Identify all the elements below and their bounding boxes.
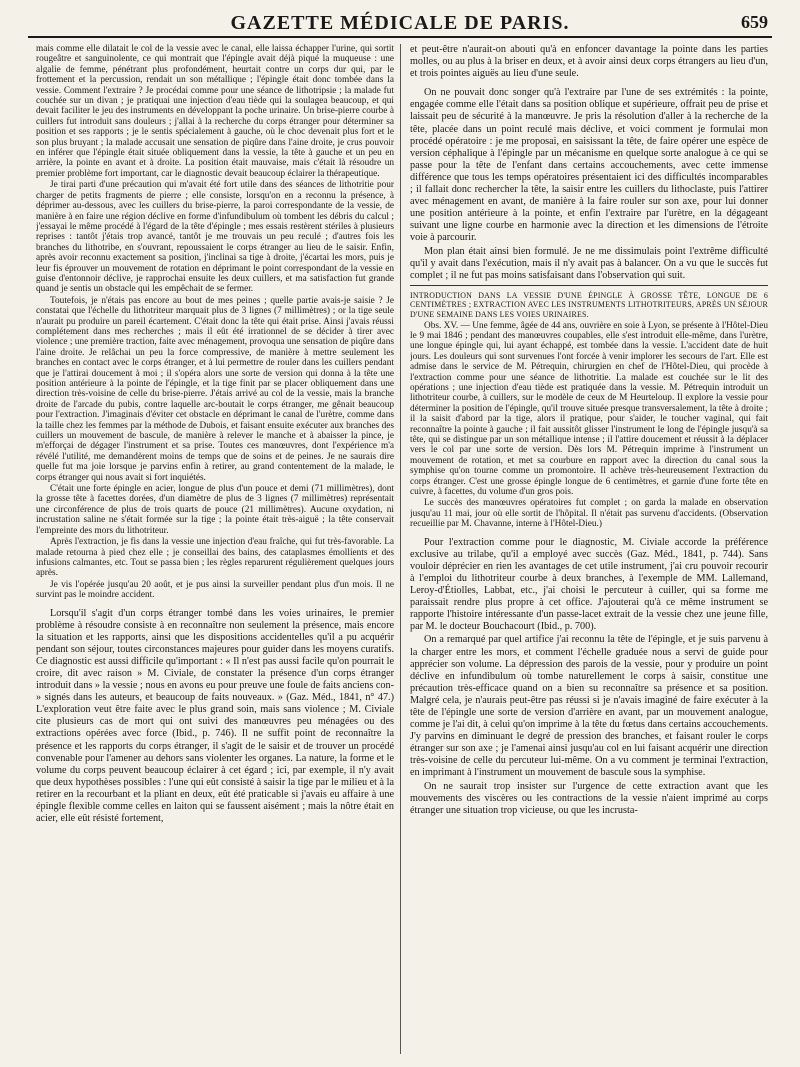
paragraph: Je vis l'opérée jusqu'au 20 août, et je pus ainsi la surveiller pendant plus d'un mois. Il ne survint pas le moindre accident.: [36, 579, 394, 601]
paragraph: C'était une forte épingle en acier, longue de plus d'un pouce et demi (71 millimètres), dont la grosse tête à facettes dorées, d'un diamètre de plus de 3 lignes (7 millimètres) représentait une circonférence de plus de trois quarts de pouce (21 millimètres). Aucune oxydation, ni incrustation saline ne s'était formée sur la tige ; la pointe était très-aiguë ; la tête conservait l'empreinte des mors du lithotriteur.: [36, 484, 394, 536]
running-title: GAZETTE MÉDICALE DE PARIS.: [230, 12, 570, 34]
page-number: 659: [741, 12, 768, 32]
paragraph: On a remarqué par quel artifice j'ai reconnu la tête de l'épingle, et je suis parvenu à la charger entre les mors, et comment l'échelle graduée nous a servi de guide pour apprécier son volume. La dépression des parois de la vessie, pour y produire un point déclive en infundibulum où tombe naturellement le corps à saisir, constitue une précaution très-efficace quand on a bien su reconnaître sa présence et sa position. Malgré cela, je n'aurais peut-être pas réussi si je n'avais imaginé de faire exécuter à la tête de l'épingle une sorte de version d'arrière en avant, par un mouvement analogue, comme je l'ai dit, à celui qu'on imprime à la tête du fœtus dans certains accouchements. J'y parvins en diminuant le degré de pression des branches, et faisant rouler le corps étranger sur son axe ; je l'amenai ainsi jusqu'au col en lui faisant acquérir une direction très-voisine de celle du percuteur lui-même. On a vu comment je terminai l'extraction, en imprimant à l'instrument un mouvement de bascule sous la symphise.: [410, 634, 768, 779]
paragraph: Obs. XV. — Une femme, âgée de 44 ans, ouvrière en soie à Lyon, se présente à l'Hôtel-Dieu le 9 mai 1846 ; pendant des manœuvres coupables, elle s'est introduit elle-même, dans l'urètre, une longue épingle qui, lui ayant échappé, est tombée dans la vessie. L'accident date de huit jours. Les douleurs qui sont survenues l'ont forcée à venir implorer les secours de l'art. Elle est admise dans le service de M. Pétrequin, chirurgien en chef de l'Hôtel-Dieu, qui procède à l'extraction comme pour une séance de lithotritie. La malade est couchée sur le lit des opérations ; une injection d'eau tiède est pratiquée dans la vessie. M. Pétrequin introduit un lithotriteur courbe, à cuillers, sur le modèle de ceux de M Heurteloup. Il explore la vessie pour déterminer la position de l'épingle, qu'il trouve située presque transversalement, la tête à droite ; il la saisit d'abord par la tige, alors il pratique, pour s'aider, le toucher vaginal, qui fait reconnaître la pointe à gauche ; il fait aussitôt glisser l'instrument le long de l'épingle jusqu'à sa tête, qui se distingue par un son métallique intense ; il l'attire doucement et réussit à la déplacer vers le col par une sorte de version. Dès lors M. Pétrequin imprime à l'instrument un mouvement de rotation, et met sa courbure en rapport avec la direction du canal sous la symphise qu'on tourne comme un promontoire. Il achève très-heureusement l'extraction du corps étranger. C'est une grosse épingle longue de 6 centimètres, et garnie d'une forte tête en cuivre, à facettes, du volume d'un gros pois.: [410, 320, 768, 498]
paragraph: Lorsqu'il s'agit d'un corps étranger tombé dans les voies urinaires, le premier problème à résoudre consiste à en reconnaître non seulement la présence, mais encore la situation et les rapports, ainsi que les dispositions accidentelles qu'il a pu acquérir pendant son séjour, toutes circonstances majeures pour guider dans les moyens curatifs. Ce diagnostic est aussi difficile qu'important : « Il n'est pas aussi facile qu'on pourrait le croire, dit avec raison » M. Civiale, de constater la présence d'un corps étranger introduit dans » la vessie ; nous en avons eu pour preuve une foule de faits anciens con- » signés dans les auteurs, et beaucoup de faits nouveaux. » (Gaz. Méd., 1841, n° 47.) L'exploration veut être faite avec le plus grand soin, mais sans violence ; M. Civiale cite plusieurs cas de mort qui ont suivi des manœuvres peu ménagées ou des extractions opérées avec force (Ibid., p. 746). Il ne suffit point de reconnaître la présence et les rapports du corps étranger, il s'agit de le saisir et de trouver un procédé convenable pour l'amener au dehors sans violenter les organes. La nature, la forme et le volume du corps peuvent beaucoup éclairer à cet égard ; ici, par exemple, il n'y avait que deux hypothèses possibles : l'une qui eût consisté à saisir la tige par le milieu et à la retirer en la recourbant et la pliant en deux, eût été praticable si j'avais eu affaire à une épingle flexible comme celles en laiton qui se faussent aisément ; mais la nôtre était en acier, elle eût résisté fortement,: [36, 607, 394, 825]
section-rule: [410, 285, 768, 286]
paragraph: On ne pouvait donc songer qu'à l'extraire par l'une de ses extrémités : la pointe, engagée comme elle l'était dans sa position oblique et supérieure, offrait peu de prise et laissait peu de sécurité à la manœuvre. Je pris la résolution d'aller à la recherche de la tête, placée dans un point reculé mais déclive, et voici comment je formulai mon procédé opératoire : je me proposai, en saisissant la tête, de faire opérer une espèce de version céphalique à l'épingle par un mécanisme en quelque sorte analogue à ce qui se passe pour la tête de l'enfant dans certains accouchements, avec cette immense différence que tous les temps opératoires présentaient ici des difficultés incomparables ; il fallait donc rechercher la tête, la saisir entre les cuillers du lithoclaste, puis l'attirer avec ménagement en avant, de manière à la faire rouler sur son axe, pour lui donner une position antérieure à la pointe, et enfin l'extraire par l'urètre, en la dégageant suivant une ligne courbe en harmonie avec la direction et les dimensions de l'étroite voie à parcourir.: [410, 87, 768, 244]
paragraph: Le succès des manœuvres opératoires fut complet ; on garda la malade en observation jusqu'au 11 mai, jour où elle sortit de l'hôpital. Il n'était pas survenu d'accidents. (Observation recueillie par M. Chavanne, interne à l'Hôtel-Dieu.): [410, 498, 768, 530]
paragraph: Pour l'extraction comme pour le diagnostic, M. Civiale accorde la préférence exclusive au trilabe, qu'il a employé avec succès (Gaz. Méd., 1841, p. 744). Sans vouloir déprécier en rien les avantages de cet utile instrument, j'ai cru pouvoir recourir à l'emploi du lithotriteur courbe à deux branches, à l'exemple de MM. Lallemand, Leroy-d'Étiolles, Labbat, etc., j'ai choisi le percuteur à cuiller, qui sa forme me paraissait rendre plus propre à cet office. J'ajouterai qu'à ce même instrument se rapporte l'histoire intéressante d'un passe-lacet extrait de la vessie chez une jeune fille, par M. le docteur Bouchacourt (Ibid., p. 700).: [410, 536, 768, 633]
paragraph: et peut-être n'aurait-on abouti qu'à en enfoncer davantage la pointe dans les parties molles, ou au plus à la briser en deux, et à avoir ainsi deux corps étrangers au lieu d'un, et trois pointes aiguës au lieu d'une seule.: [410, 44, 768, 80]
paragraph: mais comme elle dilatait le col de la vessie avec le canal, elle laissa échapper l'urine, qui sortit rougeâtre et sanguinolente, ce qui montrait que l'épingle avait déjà piqué la muqueuse : une algalie de femme, pénétrant plus profondément, heurtait contre un corps dur qui, par le frottement et la percussion, rendait un son métallique ; l'épingle était donc tombée dans la vessie. Comment l'extraire ? Je procédai comme pour une séance de lithotripsie ; la malade fut couchée sur un divan ; je pratiquai une injection d'eau tiède qui la soulagea beaucoup, et qui devait faciliter le jeu des instruments en développant la poche urinaire. Un brise-pierre courbe à cuillers fut introduit sans douleurs ; j'allai à la recherche du corps étranger pour déterminer sa position et ses rapports ; je le sentis spécialement à gauche, où le choc devenait plus fort et le son plus bruyant ; la malade accusait une sensation de piqûre dans l'aine droite, je crus pouvoir en inférer que l'épingle était située obliquement dans la vessie, la tête à gauche et un peu en arrière, la pointe en avant et à droite. La position était mauvaise, mais c'était là résoudre un premier problème fort important, car le diagnostic devait beaucoup éclairer la thérapeutique.: [36, 44, 394, 179]
column-divider: [400, 44, 401, 1054]
right-column: [410, 44, 768, 1059]
paragraph: Mon plan était ainsi bien formulé. Je ne me dissimulais point l'extrême difficulté qu'il y avait dans l'exécution, mais il n'y avait pas à balancer. On a vu que le succès fut complet ; il ne fut pas moins satisfaisant dans l'observation qui suit.: [410, 245, 768, 281]
paragraph: On ne saurait trop insister sur l'urgence de cette extraction avant que les mouvements des viscères ou les contractions de la vessie n'aient imprimé au corps étranger une situation trop vicieuse, ou que les incrusta-: [410, 780, 768, 816]
paragraph: Je tirai parti d'une précaution qui m'avait été fort utile dans des séances de lithotritie pour charger de petits fragments de pierre ; elle consiste, lorsqu'on en a reconnu la présence, à déprimer au-dessous, avec les cuillers du brise-pierre, la paroi correspondante de la vessie, de manière à en faire une région déclive en forme d'infundibulum où tombent les débris du calcul ; j'essayai le même procédé à l'égard de la tête d'épingle ; mes essais restèrent stériles à plusieurs reprises : tantôt j'étais trop avancé, tantôt je me trouvais un peu reculé ; d'autres fois les branches du lithotribe, en s'ouvrant, repoussaient le corps étranger au lieu de le saisir. Enfin, après avoir reconnu exactement sa position, j'inclinai sa tige à droite, j'écartai les mors, puis je leur fis éprouver un mouvement de rotation en déprimant le point correspondant de la vessie en guise d'entonnoir déclive, je rapprochai ensuite les deux cuillers, et ma satisfaction fut grande quand je sentis un obstacle qui les empêchait de se fermer.: [36, 180, 394, 295]
paragraph: Après l'extraction, je fis dans la vessie une injection d'eau fraîche, qui fut très-favorable. La malade retourna à pied chez elle ; je conseillai des bains, des cataplasmes émollients et des infusions calmantes, etc. Tout se passa bien ; les règles reparurent régulièrement quelques jours après.: [36, 537, 394, 579]
section-heading: INTRODUCTION DANS LA VESSIE D'UNE ÉPINGLE À GROSSE TÊTE, LONGUE DE 6 CENTIMÈTRES ; EXTRACTION AVEC LES INSTRUMENTS LITHOTRITEURS, APRÈS UN SÉJOUR D'UNE SEMAINE DANS LES VOIES URINAIRES.: [410, 290, 768, 319]
paragraph: Toutefois, je n'étais pas encore au bout de mes peines ; quelle partie avais-je saisie ? Je constatai que l'échelle du lithotriteur marquait plus de 3 lignes (7 millimètres) ; or la tige seule n'aurait pu produire un pareil écartement. C'était donc la tête qui était prise. Ainsi j'avais réussi complétement dans mes recherches ; mais il eût été irrationnel de se décider à tirer avec violence ; une première traction, faite avec ménagement, provoqua une sensation de piqûre dans l'aine droite. Je relâchai un peu la force compressive, de manière à mettre seulement les branches en contact avec le corps étranger, et à lui permettre de rouler dans les cuillers pendant que je l'attirai doucement à moi ; il s'opéra alors une sorte de version qui donna à la tête une position antérieure à la pointe de l'épingle, et la tige finit par se placer obliquement dans une direction très-voisine de celle du brise-pierre. J'étais arrivé au col de la vessie, mais la branche droite de l'arcade du pubis, contre laquelle arc-boutait le corps étranger, me gênait beaucoup pour l'extraction. J'imaginais d'éviter cet obstacle en déprimant le canal de l'urètre, comme dans la taille chez les femmes par la méthode de Dubois, et faisant ensuite exécuter aux branches des cuillers un mouvement de bascule, de manière à relever le manche et à abaisser la pince, je m'efforçai de dégager l'instrument et sa prise. Toutes ces manœuvres, dont l'expérience m'a révélé l'utilité, me demandèrent moins de temps que de soins et de peines. Je ne saurais dire quelle fut ma joie lorsque je parvins enfin à retirer, au grand contentement de la malade, le corps étranger qui nous avait si fort inquiétés.: [36, 295, 394, 483]
page-header: [28, 8, 772, 38]
left-column: [36, 44, 394, 1059]
